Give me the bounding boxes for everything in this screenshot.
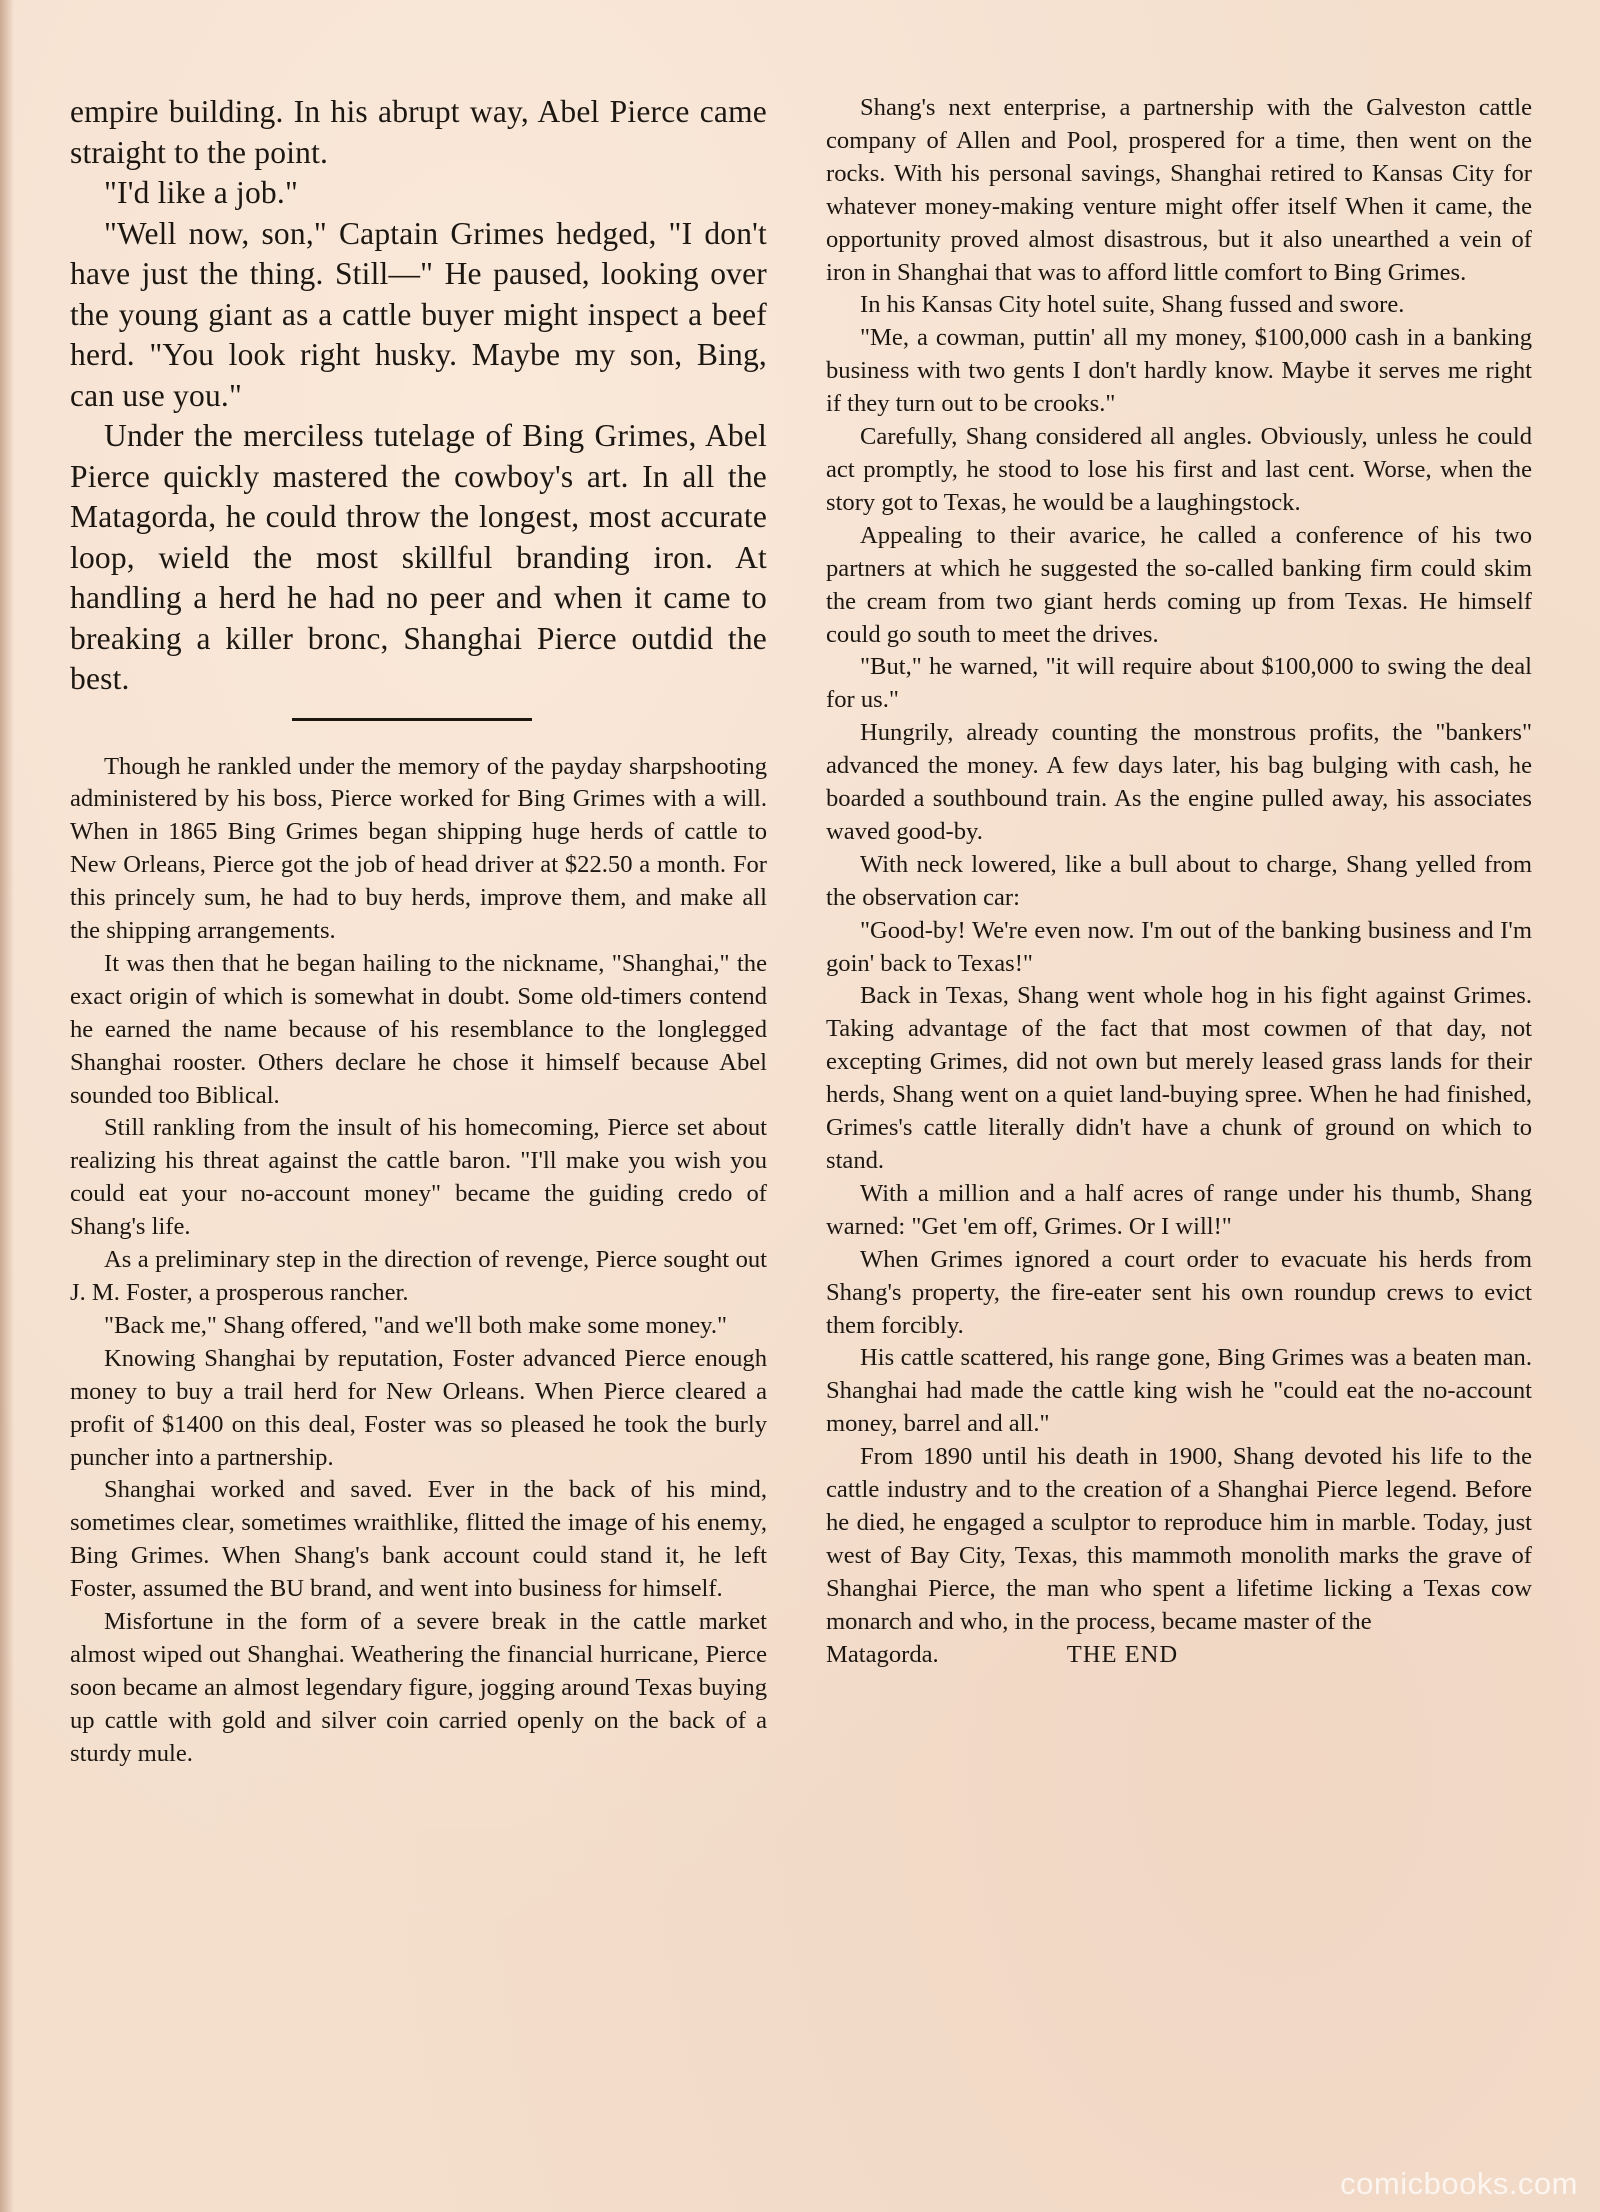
body-paragraph: With neck lowered, like a bull about to charge, Shang yelled from the observation car: xyxy=(826,850,1532,911)
closing-line xyxy=(826,1639,1532,1672)
small-text-section xyxy=(70,751,767,1771)
body-paragraph: Knowing Shanghai by reputation, Foster advanced Pierce enough money to buy a trail herd for New Orleans. When Pierce cleared a profit of $1400 on this deal, Foster was so pleased he took the burly puncher into a partnership. xyxy=(70,1344,767,1471)
body-paragraph: When Grimes ignored a court order to evacuate his herds from Shang's property, the fire-eater sent his own roundup crews to evict them forcibly. xyxy=(826,1245,1532,1339)
body-paragraph: Misfortune in the form of a severe break in the cattle market almost wiped out Shanghai. Weathering the financial hurricane, Pierce soon became an almost legendary figure, jogging around Texas buying up cattle with gold and silver coin carried openly on the back of a sturdy mule. xyxy=(70,1608,767,1767)
body-paragraph: Carefully, Shang considered all angles. Obviously, unless he could act promptly, he stood to lose his first and last cent. Worse, when the story got to Texas, he would be a laughingstock. xyxy=(826,423,1532,516)
large-text-section xyxy=(70,92,767,700)
body-paragraph: Hungrily, already counting the monstrous profits, the "bankers" advanced the money. A few days later, his bag bulging with cash, he boarded a southbound train. As the engine pulled away, his associates waved good-by. xyxy=(826,719,1532,845)
body-paragraph: Still rankling from the insult of his homecoming, Pierce set about realizing his threat against the cattle baron. "I'll make you wish you could eat your no-account money" became the guiding credo of Shang's life. xyxy=(70,1114,767,1241)
body-paragraph: His cattle scattered, his range gone, Bing Grimes was a beaten man. Shanghai had made the cattle king wish he "could eat the no-account money, barrel and all." xyxy=(826,1344,1532,1438)
body-paragraph: "Good-by! We're even now. I'm out of the banking business and I'm goin' back to Texas!" xyxy=(826,916,1532,977)
body-paragraph: "But," he warned, "it will require about $100,000 to swing the deal for us." xyxy=(826,653,1532,714)
body-paragraph: Though he rankled under the memory of the payday sharpshooting administered by his boss, Pierce worked for Bing Grimes with a will. When in 1865 Bing Grimes began shipping huge herds of cattle to New Orleans, Pierce got the job of head driver at $22.50 a month. For this princely sum, he had to buy herds, improve them, and make all the shipping arrangements. xyxy=(70,752,767,945)
large-paragraph: empire building. In his abrupt way, Abel Pierce came straight to the point. xyxy=(70,94,767,170)
closing-word: Matagorda. xyxy=(826,1640,939,1668)
body-paragraph: It was then that he began hailing to the nickname, "Shanghai," the exact origin of which is somewhat in doubt. Some old-timers contend he earned the name because of his resemblance to the longlegged Shanghai rooster. Others declare he chose it himself because Abel sounded too Biblical. xyxy=(70,949,767,1109)
body-paragraph: As a preliminary step in the direction of revenge, Pierce sought out J. M. Foster, a prosperous rancher. xyxy=(70,1246,767,1306)
body-paragraph: "Me, a cowman, puttin' all my money, $100,000 cash in a banking business with two gents I don't hardly know. Maybe it serves me right if they turn out to be crooks." xyxy=(826,324,1532,418)
large-paragraph: Under the merciless tutelage of Bing Grimes, Abel Pierce quickly mastered the cowboy's art. In all the Matagorda, he could throw the longest, most accurate loop, wield the most skillful branding iron. At handling a herd he had no peer and when it came to breaking a killer bronc, Shanghai Pierce outdid the best. xyxy=(70,418,767,696)
large-paragraph: "Well now, son," Captain Grimes hedged, "I don't have just the thing. Still—" He paused, looking over the young giant as a cattle buyer might inspect a beef herd. "You look right husky. Maybe my son, Bing, can use you." xyxy=(70,215,767,413)
body-paragraph: Shanghai worked and saved. Ever in the back of his mind, sometimes clear, sometimes wraithlike, flitted the image of his enemy, Bing Grimes. When Shang's bank account could stand it, he left Foster, assumed the BU brand, and went into business for himself. xyxy=(70,1476,767,1603)
large-paragraph: "I'd like a job." xyxy=(104,175,298,210)
body-paragraph: Shang's next enterprise, a partnership with the Galveston cattle company of Allen and Pool, prospered for a time, then went on the rocks. With his personal savings, Shanghai retired to Kansas City for whatever money-making venture might offer itself When it came, the opportunity proved almost disastrous, but it also unearthed a vein of iron in Shanghai that was to afford little comfort to Bing Grimes. xyxy=(826,94,1532,286)
left-column xyxy=(70,92,767,1771)
body-paragraph: In his Kansas City hotel suite, Shang fussed and swore. xyxy=(860,291,1405,319)
body-paragraph: Appealing to their avarice, he called a conference of his two partners at which he suggested the so-called banking firm could skim the cream from two giant herds coming up from Texas. He himself could go south to meet the drives. xyxy=(826,521,1532,648)
body-paragraph: "Back me," Shang offered, "and we'll both make some money." xyxy=(104,1311,728,1339)
body-paragraph: From 1890 until his death in 1900, Shang devoted his life to the cattle industry and to the creation of a Shanghai Pierce legend. Before he died, he engaged a sculptor to reproduce him in marble. Today, just west of Bay City, Texas, this mammoth monolith marks the grave of Shanghai Pierce, the man who spent a lifetime licking a Texas cow monarch and who, in the process, became master of the xyxy=(826,1443,1532,1635)
body-paragraph: With a million and a half acres of range under his thumb, Shang warned: "Get 'em off, Grimes. Or I will!" xyxy=(826,1179,1532,1240)
page-edge-shadow xyxy=(0,0,14,2212)
section-divider xyxy=(292,718,532,721)
right-text-section xyxy=(826,92,1532,1672)
right-column xyxy=(826,92,1532,1672)
the-end-marker: THE END xyxy=(1066,1640,1179,1668)
body-paragraph: Back in Texas, Shang went whole hog in his fight against Grimes. Taking advantage of the fact that most cowmen of that day, not excepting Grimes, did not own but merely leased grass lands for their herds, Shang went on a quiet land-buying spree. When he had finished, Grimes's cattle literally didn't have a chunk of ground on which to stand. xyxy=(826,982,1532,1174)
watermark: comicbooks.com xyxy=(1340,2166,1578,2201)
